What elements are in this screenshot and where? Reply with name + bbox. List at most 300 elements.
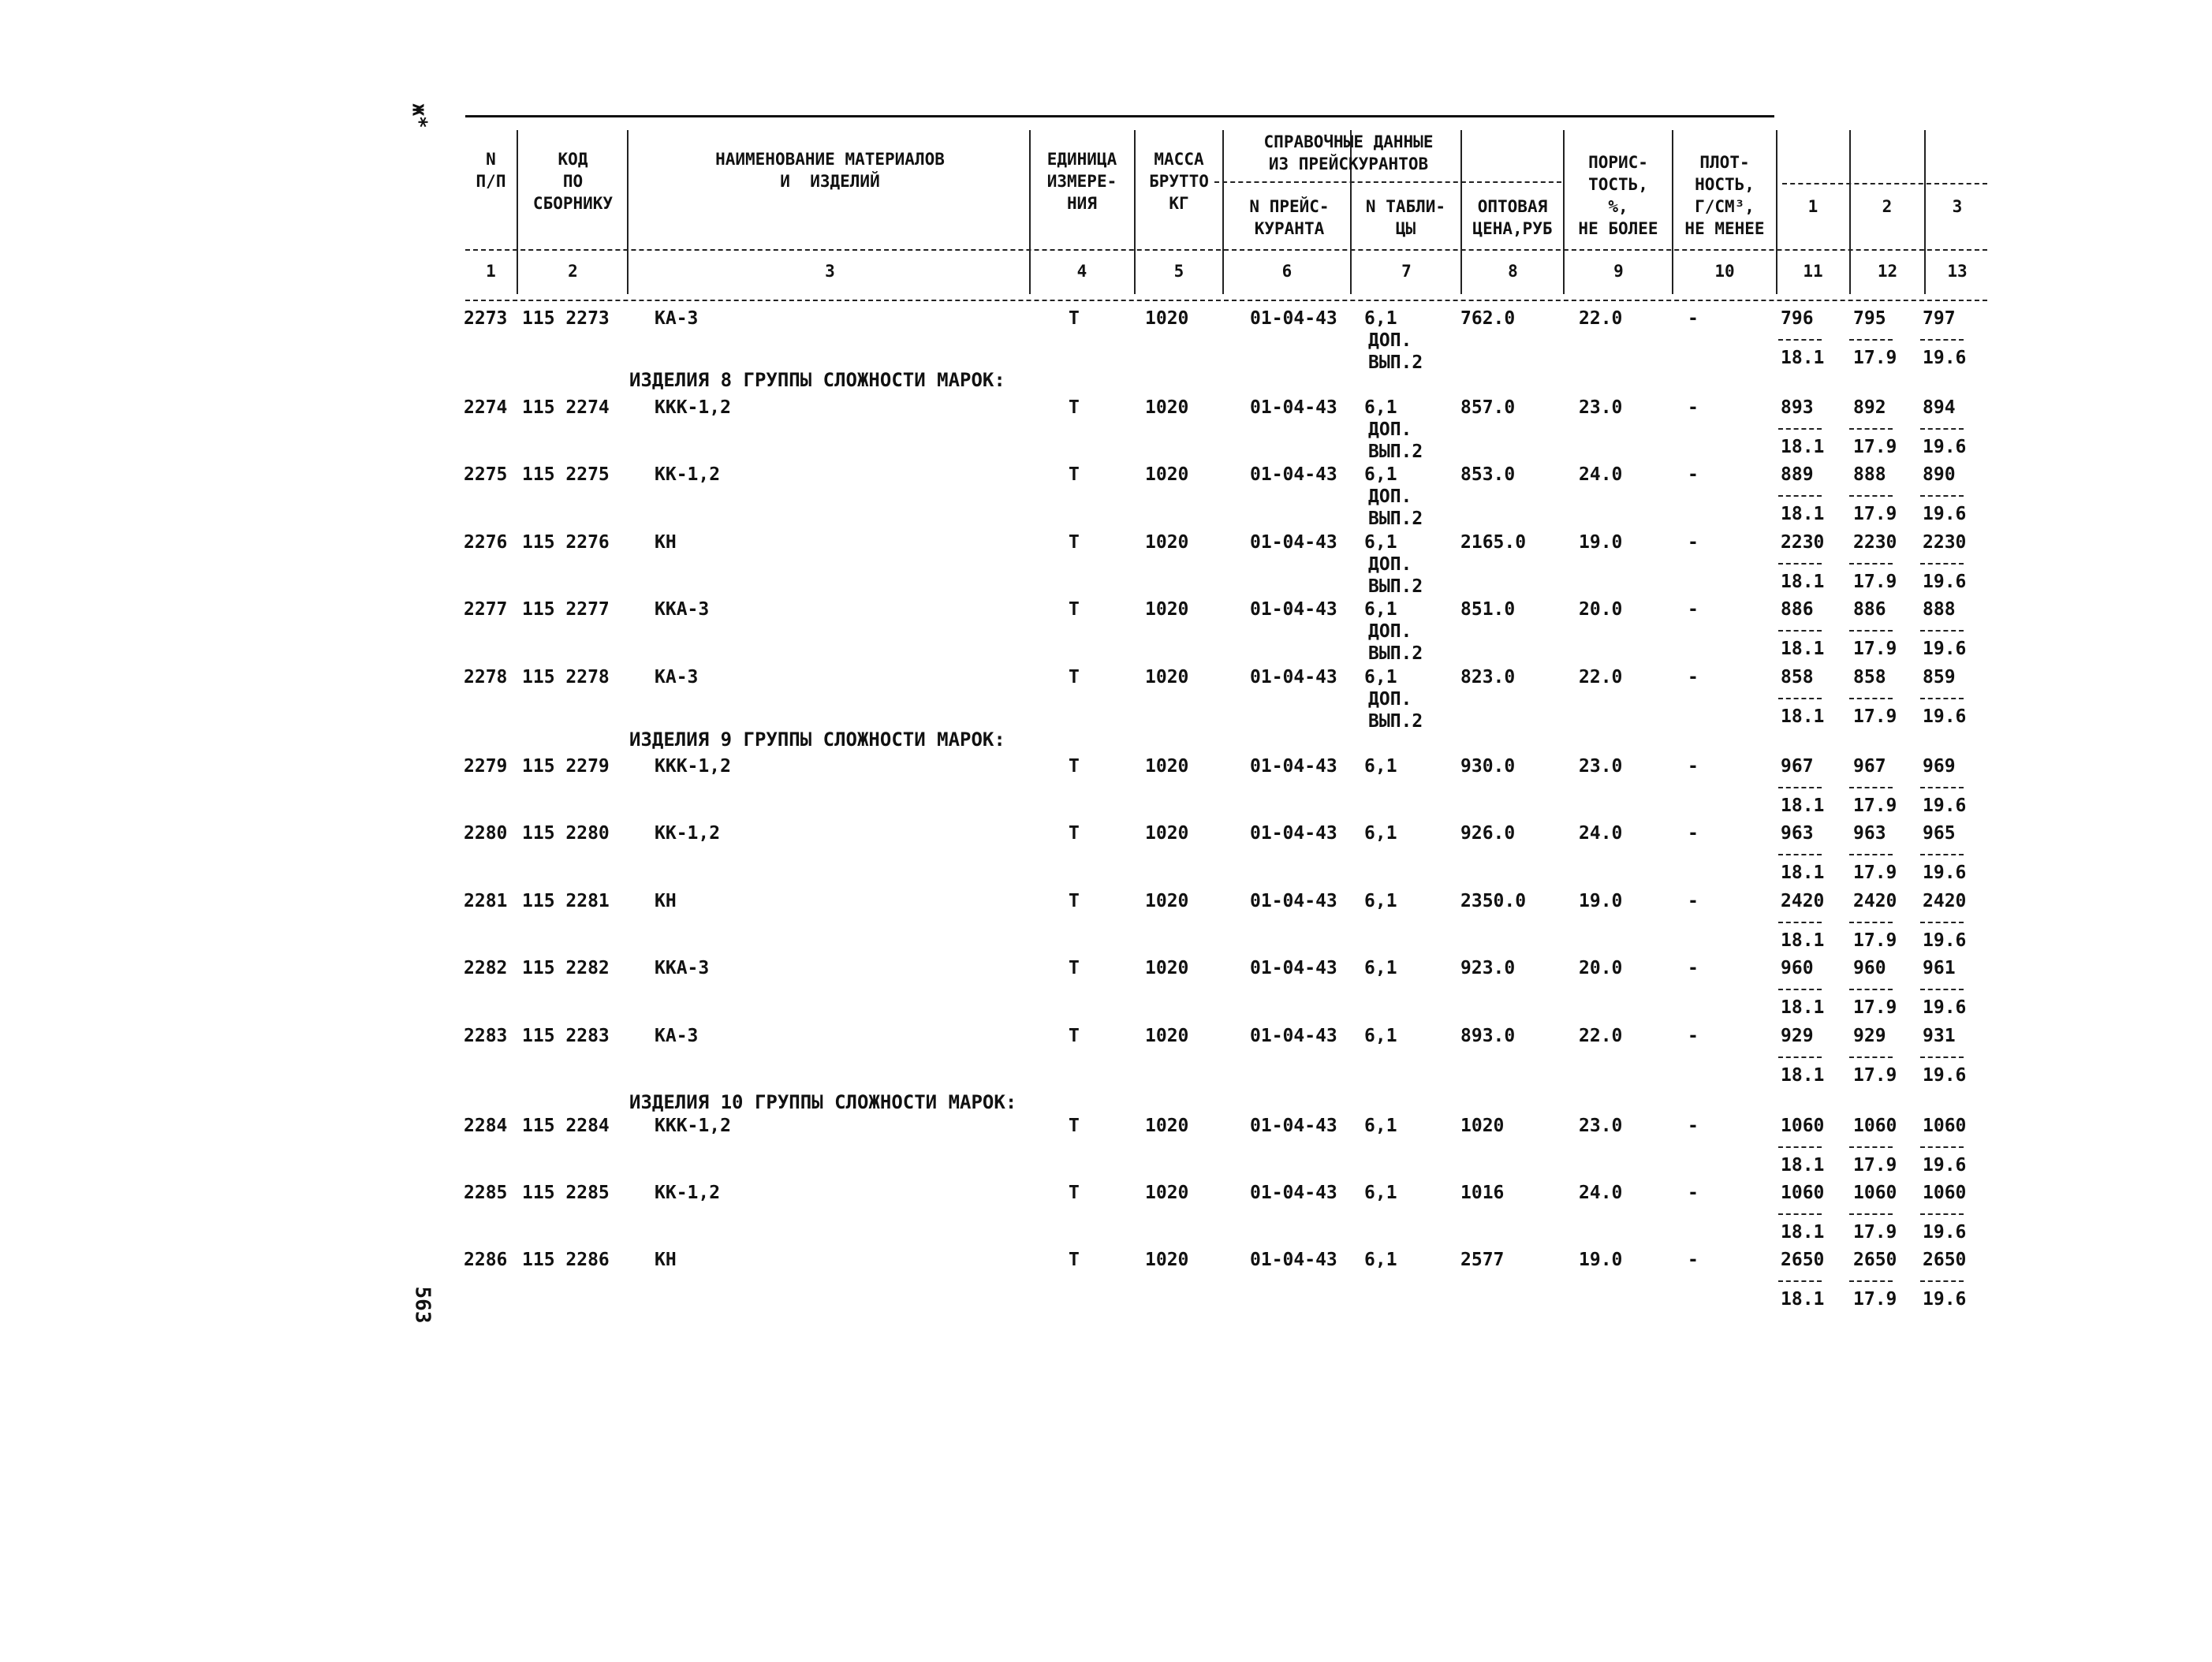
- row-class-2-value: 795: [1853, 308, 1886, 329]
- header-cols-rule: [1782, 183, 1987, 184]
- row-code: 115 2285: [522, 1183, 610, 1203]
- header-col-porosity: ТОСТЬ,: [1588, 175, 1648, 194]
- row-class-3-value: 965: [1923, 823, 1956, 844]
- row-class-3-value: 1060: [1923, 1183, 1967, 1203]
- row-mass: 1020: [1145, 1250, 1189, 1270]
- header-col-porosity: НЕ БОЛЕЕ: [1578, 219, 1658, 238]
- row-table: 6,1: [1364, 891, 1397, 911]
- row-table: 6,1: [1364, 397, 1397, 418]
- header-col-pricelist: N ПРЕЙС-: [1249, 197, 1330, 216]
- row-mass: 1020: [1145, 958, 1189, 978]
- row-class-2-coef: 17.9: [1853, 1289, 1897, 1310]
- row-name: КА-3: [655, 667, 699, 688]
- row-class-3-value: 2420: [1923, 891, 1967, 911]
- row-mass: 1020: [1145, 308, 1189, 329]
- fraction-bar: [1920, 563, 1964, 565]
- row-table-extra: ВЫП.2: [1368, 711, 1423, 732]
- row-mass: 1020: [1145, 464, 1189, 485]
- row-unit: Т: [1069, 823, 1080, 844]
- fraction-bar: [1920, 339, 1964, 341]
- row-unit: Т: [1069, 1183, 1080, 1203]
- fraction-bar: [1849, 563, 1893, 565]
- row-pricelist: 01-04-43: [1250, 308, 1337, 329]
- row-table: 6,1: [1364, 667, 1397, 688]
- row-mass: 1020: [1145, 891, 1189, 911]
- row-unit: Т: [1069, 1116, 1080, 1136]
- row-class-2-value: 1060: [1853, 1183, 1897, 1203]
- fraction-bar: [1920, 989, 1964, 990]
- row-table: 6,1: [1364, 1183, 1397, 1203]
- side-mark: ж*: [407, 103, 431, 129]
- row-class-2-value: 1060: [1853, 1116, 1897, 1136]
- row-mass: 1020: [1145, 756, 1189, 777]
- row-class-1-value: 893: [1781, 397, 1814, 418]
- header-col-code: КОД: [558, 150, 588, 169]
- row-number: 2273: [464, 308, 508, 329]
- row-class-3-coef: 19.6: [1923, 1222, 1967, 1243]
- row-code: 115 2284: [522, 1116, 610, 1136]
- row-class-1-value: 967: [1781, 756, 1814, 777]
- row-class-1-coef: 18.1: [1781, 796, 1825, 816]
- row-class-2-value: 967: [1853, 756, 1886, 777]
- row-density: -: [1688, 891, 1699, 911]
- row-name: ККА-3: [655, 599, 710, 620]
- row-class-2-coef: 17.9: [1853, 572, 1897, 592]
- row-number: 2286: [464, 1250, 508, 1270]
- row-table-extra: ДОП.: [1368, 554, 1412, 575]
- row-name: КК-1,2: [655, 823, 721, 844]
- row-price: 851.0: [1460, 599, 1516, 620]
- row-unit: Т: [1069, 891, 1080, 911]
- row-porosity: 24.0: [1579, 1183, 1623, 1203]
- row-number: 2285: [464, 1183, 508, 1203]
- row-class-1-coef: 18.1: [1781, 1155, 1825, 1176]
- row-class-1-coef: 18.1: [1781, 706, 1825, 727]
- row-class-3-coef: 19.6: [1923, 348, 1967, 368]
- row-pricelist: 01-04-43: [1250, 1183, 1337, 1203]
- fraction-bar: [1920, 787, 1964, 788]
- row-number: 2280: [464, 823, 508, 844]
- header-col-mass: БРУТТО: [1149, 172, 1209, 191]
- row-porosity: 19.0: [1579, 532, 1623, 553]
- row-code: 115 2275: [522, 464, 610, 485]
- row-class-1-value: 1060: [1781, 1116, 1825, 1136]
- header-col-table: ЦЫ: [1395, 219, 1416, 238]
- row-name: ККК-1,2: [655, 1116, 731, 1136]
- fraction-bar: [1920, 698, 1964, 699]
- row-class-3-coef: 19.6: [1923, 639, 1967, 659]
- row-price: 762.0: [1460, 308, 1516, 329]
- row-number: 2274: [464, 397, 508, 418]
- row-density: -: [1688, 756, 1699, 777]
- row-table: 6,1: [1364, 958, 1397, 978]
- header-group-reference: ИЗ ПРЕЙСКУРАНТОВ: [1268, 155, 1429, 173]
- row-pricelist: 01-04-43: [1250, 891, 1337, 911]
- row-class-2-coef: 17.9: [1853, 1222, 1897, 1243]
- row-mass: 1020: [1145, 397, 1189, 418]
- row-code: 115 2282: [522, 958, 610, 978]
- row-price: 857.0: [1460, 397, 1516, 418]
- row-table: 6,1: [1364, 823, 1397, 844]
- row-density: -: [1688, 308, 1699, 329]
- row-class-2-value: 963: [1853, 823, 1886, 844]
- row-mass: 1020: [1145, 1026, 1189, 1046]
- row-class-1-coef: 18.1: [1781, 572, 1825, 592]
- row-table: 6,1: [1364, 308, 1397, 329]
- header-bottom-rule: [465, 300, 1987, 301]
- header-group-reference: СПРАВОЧНЫЕ ДАННЫЕ: [1263, 132, 1434, 151]
- header-col-unit: ЕДИНИЦА: [1046, 150, 1117, 169]
- fraction-bar: [1778, 428, 1822, 430]
- row-unit: Т: [1069, 1250, 1080, 1270]
- header-col-code: СБОРНИКУ: [532, 194, 614, 213]
- fraction-bar: [1849, 787, 1893, 788]
- row-class-2-value: 886: [1853, 599, 1886, 620]
- row-class-3-coef: 19.6: [1923, 572, 1967, 592]
- row-number: 2283: [464, 1026, 508, 1046]
- row-number: 2281: [464, 891, 508, 911]
- header-mid-rule: [465, 249, 1987, 251]
- row-table-extra: ВЫП.2: [1368, 509, 1423, 529]
- header-col-price: ЦЕНА,РУБ: [1472, 219, 1553, 238]
- header-column-number: 3: [825, 262, 835, 281]
- row-pricelist: 01-04-43: [1250, 532, 1337, 553]
- group-title: ИЗДЕЛИЯ 9 ГРУППЫ СЛОЖНОСТИ МАРОК:: [629, 729, 1005, 751]
- row-porosity: 23.0: [1579, 1116, 1623, 1136]
- header-col-divider: [1563, 130, 1565, 294]
- row-table-extra: ВЫП.2: [1368, 442, 1423, 462]
- row-code: 115 2276: [522, 532, 610, 553]
- row-number: 2284: [464, 1116, 508, 1136]
- row-price: 823.0: [1460, 667, 1516, 688]
- row-class-3-value: 859: [1923, 667, 1956, 688]
- row-class-1-coef: 18.1: [1781, 863, 1825, 883]
- row-class-3-coef: 19.6: [1923, 706, 1967, 727]
- header-column-number: 13: [1947, 262, 1968, 281]
- header-col-number: П/П: [476, 172, 506, 191]
- row-code: 115 2280: [522, 823, 610, 844]
- header-col-divider: [1776, 130, 1777, 294]
- row-pricelist: 01-04-43: [1250, 958, 1337, 978]
- row-number: 2275: [464, 464, 508, 485]
- row-porosity: 19.0: [1579, 891, 1623, 911]
- row-class-2-value: 892: [1853, 397, 1886, 418]
- fraction-bar: [1920, 1146, 1964, 1148]
- row-name: ККК-1,2: [655, 756, 731, 777]
- fraction-bar: [1849, 854, 1893, 855]
- row-class-2-value: 2420: [1853, 891, 1897, 911]
- row-porosity: 19.0: [1579, 1250, 1623, 1270]
- row-porosity: 24.0: [1579, 464, 1623, 485]
- row-porosity: 23.0: [1579, 397, 1623, 418]
- row-name: КА-3: [655, 308, 699, 329]
- row-class-1-value: 889: [1781, 464, 1814, 485]
- row-density: -: [1688, 397, 1699, 418]
- header-column-number: 10: [1714, 262, 1735, 281]
- row-unit: Т: [1069, 308, 1080, 329]
- row-class-2-coef: 17.9: [1853, 997, 1897, 1018]
- row-class-1-value: 1060: [1781, 1183, 1825, 1203]
- row-class-1-value: 2420: [1781, 891, 1825, 911]
- row-class-1-coef: 18.1: [1781, 1222, 1825, 1243]
- row-price: 1016: [1460, 1183, 1505, 1203]
- row-code: 115 2281: [522, 891, 610, 911]
- header-col-porosity: ПОРИС-: [1588, 153, 1648, 172]
- row-price: 853.0: [1460, 464, 1516, 485]
- row-class-2-coef: 17.9: [1853, 863, 1897, 883]
- row-density: -: [1688, 532, 1699, 553]
- fraction-bar: [1920, 1280, 1964, 1282]
- header-column-number: 12: [1877, 262, 1898, 281]
- header-col-density: НОСТЬ,: [1695, 175, 1755, 194]
- row-class-3-value: 797: [1923, 308, 1956, 329]
- row-mass: 1020: [1145, 599, 1189, 620]
- fraction-bar: [1778, 922, 1822, 923]
- fraction-bar: [1778, 1280, 1822, 1282]
- header-col-pricelist: КУРАНТА: [1254, 219, 1325, 238]
- fraction-bar: [1920, 428, 1964, 430]
- fraction-bar: [1849, 922, 1893, 923]
- row-class-1-coef: 18.1: [1781, 437, 1825, 457]
- group-title: ИЗДЕЛИЯ 8 ГРУППЫ СЛОЖНОСТИ МАРОК:: [629, 369, 1005, 391]
- row-name: ККК-1,2: [655, 397, 731, 418]
- header-col-number: N: [486, 150, 496, 169]
- row-name: ККА-3: [655, 958, 710, 978]
- row-number: 2276: [464, 532, 508, 553]
- header-column-number: 4: [1076, 262, 1087, 281]
- row-name: КН: [655, 1250, 677, 1270]
- header-col-mass: МАССА: [1154, 150, 1204, 169]
- header-col-density: НЕ МЕНЕЕ: [1684, 219, 1765, 238]
- row-porosity: 20.0: [1579, 958, 1623, 978]
- fraction-bar: [1920, 1056, 1964, 1058]
- row-class-1-value: 796: [1781, 308, 1814, 329]
- row-class-2-value: 2230: [1853, 532, 1897, 553]
- row-mass: 1020: [1145, 667, 1189, 688]
- row-density: -: [1688, 667, 1699, 688]
- row-class-2-value: 929: [1853, 1026, 1886, 1046]
- header-col-class-1: 1: [1807, 197, 1818, 216]
- fraction-bar: [1920, 854, 1964, 855]
- fraction-bar: [1849, 698, 1893, 699]
- fraction-bar: [1778, 698, 1822, 699]
- row-class-2-value: 858: [1853, 667, 1886, 688]
- row-density: -: [1688, 599, 1699, 620]
- row-class-1-value: 929: [1781, 1026, 1814, 1046]
- row-class-1-coef: 18.1: [1781, 639, 1825, 659]
- fraction-bar: [1778, 339, 1822, 341]
- row-table-extra: ДОП.: [1368, 419, 1412, 440]
- fraction-bar: [1849, 428, 1893, 430]
- row-number: 2277: [464, 599, 508, 620]
- row-mass: 1020: [1145, 823, 1189, 844]
- row-name: КН: [655, 891, 677, 911]
- row-pricelist: 01-04-43: [1250, 667, 1337, 688]
- row-class-3-coef: 19.6: [1923, 930, 1967, 951]
- row-number: 2278: [464, 667, 508, 688]
- fraction-bar: [1849, 989, 1893, 990]
- row-unit: Т: [1069, 667, 1080, 688]
- header-column-number: 9: [1613, 262, 1624, 281]
- fraction-bar: [1849, 339, 1893, 341]
- row-class-3-coef: 19.6: [1923, 1065, 1967, 1086]
- fraction-bar: [1920, 630, 1964, 632]
- row-class-3-value: 888: [1923, 599, 1956, 620]
- header-col-class-2: 2: [1882, 197, 1893, 216]
- row-pricelist: 01-04-43: [1250, 1250, 1337, 1270]
- fraction-bar: [1849, 1146, 1893, 1148]
- row-pricelist: 01-04-43: [1250, 1026, 1337, 1046]
- row-pricelist: 01-04-43: [1250, 397, 1337, 418]
- row-class-2-coef: 17.9: [1853, 504, 1897, 524]
- row-mass: 1020: [1145, 532, 1189, 553]
- header-column-number: 5: [1173, 262, 1184, 281]
- row-name: КА-3: [655, 1026, 699, 1046]
- row-class-3-value: 961: [1923, 958, 1956, 978]
- row-unit: Т: [1069, 1026, 1080, 1046]
- row-price: 893.0: [1460, 1026, 1516, 1046]
- header-col-density: ПЛОТ-: [1699, 153, 1750, 172]
- row-price: 2577: [1460, 1250, 1505, 1270]
- row-price: 930.0: [1460, 756, 1516, 777]
- row-table: 6,1: [1364, 756, 1397, 777]
- row-mass: 1020: [1145, 1183, 1189, 1203]
- header-col-name: И ИЗДЕЛИЙ: [780, 172, 880, 191]
- row-mass: 1020: [1145, 1116, 1189, 1136]
- row-porosity: 22.0: [1579, 667, 1623, 688]
- row-pricelist: 01-04-43: [1250, 599, 1337, 620]
- row-class-3-coef: 19.6: [1923, 997, 1967, 1018]
- row-table-extra: ДОП.: [1368, 330, 1412, 351]
- fraction-bar: [1778, 854, 1822, 855]
- row-class-1-value: 963: [1781, 823, 1814, 844]
- fraction-bar: [1778, 495, 1822, 497]
- row-class-3-value: 2230: [1923, 532, 1967, 553]
- row-class-3-value: 969: [1923, 756, 1956, 777]
- header-col-divider: [517, 130, 518, 294]
- row-unit: Т: [1069, 397, 1080, 418]
- row-porosity: 22.0: [1579, 1026, 1623, 1046]
- row-class-3-value: 931: [1923, 1026, 1956, 1046]
- row-price: 2350.0: [1460, 891, 1527, 911]
- row-table: 6,1: [1364, 1026, 1397, 1046]
- row-price: 926.0: [1460, 823, 1516, 844]
- row-name: КК-1,2: [655, 464, 721, 485]
- fraction-bar: [1849, 630, 1893, 632]
- row-class-3-value: 2650: [1923, 1250, 1967, 1270]
- header-col-class-3: 3: [1952, 197, 1963, 216]
- row-class-2-coef: 17.9: [1853, 706, 1897, 727]
- row-class-1-value: 960: [1781, 958, 1814, 978]
- row-unit: Т: [1069, 958, 1080, 978]
- row-class-3-coef: 19.6: [1923, 504, 1967, 524]
- row-class-2-coef: 17.9: [1853, 1065, 1897, 1086]
- row-porosity: 23.0: [1579, 756, 1623, 777]
- row-class-2-value: 960: [1853, 958, 1886, 978]
- fraction-bar: [1849, 1213, 1893, 1215]
- header-col-price: ОПТОВАЯ: [1477, 197, 1548, 216]
- header-group-rule: [1214, 181, 1561, 183]
- row-class-1-value: 886: [1781, 599, 1814, 620]
- fraction-bar: [1778, 787, 1822, 788]
- row-class-3-coef: 19.6: [1923, 1289, 1967, 1310]
- row-number: 2279: [464, 756, 508, 777]
- row-table-extra: ДОП.: [1368, 689, 1412, 710]
- fraction-bar: [1778, 1146, 1822, 1148]
- fraction-bar: [1920, 1213, 1964, 1215]
- row-class-2-coef: 17.9: [1853, 639, 1897, 659]
- row-table: 6,1: [1364, 1116, 1397, 1136]
- row-name: КК-1,2: [655, 1183, 721, 1203]
- row-price: 2165.0: [1460, 532, 1527, 553]
- row-density: -: [1688, 1250, 1699, 1270]
- row-table-extra: ДОП.: [1368, 621, 1412, 642]
- row-table: 6,1: [1364, 532, 1397, 553]
- row-table-extra: ВЫП.2: [1368, 576, 1423, 597]
- row-class-1-coef: 18.1: [1781, 1289, 1825, 1310]
- row-code: 115 2274: [522, 397, 610, 418]
- fraction-bar: [1778, 989, 1822, 990]
- row-unit: Т: [1069, 756, 1080, 777]
- row-pricelist: 01-04-43: [1250, 464, 1337, 485]
- row-class-2-value: 888: [1853, 464, 1886, 485]
- row-class-1-value: 2650: [1781, 1250, 1825, 1270]
- header-col-unit: ИЗМЕРЕ-: [1046, 172, 1117, 191]
- row-price: 1020: [1460, 1116, 1505, 1136]
- group-title: ИЗДЕЛИЯ 10 ГРУППЫ СЛОЖНОСТИ МАРОК:: [629, 1091, 1017, 1113]
- fraction-bar: [1920, 495, 1964, 497]
- row-class-1-coef: 18.1: [1781, 504, 1825, 524]
- row-density: -: [1688, 1026, 1699, 1046]
- fraction-bar: [1778, 563, 1822, 565]
- fraction-bar: [1920, 922, 1964, 923]
- row-density: -: [1688, 464, 1699, 485]
- row-code: 115 2279: [522, 756, 610, 777]
- row-density: -: [1688, 958, 1699, 978]
- page-number: 563: [410, 1286, 435, 1324]
- row-table-extra: ДОП.: [1368, 486, 1412, 507]
- row-class-3-coef: 19.6: [1923, 1155, 1967, 1176]
- row-class-2-value: 2650: [1853, 1250, 1897, 1270]
- row-table: 6,1: [1364, 464, 1397, 485]
- header-column-number: 7: [1401, 262, 1412, 281]
- row-class-1-coef: 18.1: [1781, 348, 1825, 368]
- header-column-number: 1: [486, 262, 496, 281]
- row-porosity: 22.0: [1579, 308, 1623, 329]
- header-col-divider: [627, 130, 629, 294]
- row-unit: Т: [1069, 599, 1080, 620]
- row-porosity: 20.0: [1579, 599, 1623, 620]
- row-code: 115 2277: [522, 599, 610, 620]
- row-density: -: [1688, 1183, 1699, 1203]
- row-class-1-value: 2230: [1781, 532, 1825, 553]
- header-col-density: Г/СМ³,: [1695, 197, 1755, 216]
- row-code: 115 2283: [522, 1026, 610, 1046]
- fraction-bar: [1778, 1056, 1822, 1058]
- header-col-unit: НИЯ: [1067, 194, 1097, 213]
- fraction-bar: [1849, 1056, 1893, 1058]
- row-pricelist: 01-04-43: [1250, 823, 1337, 844]
- fraction-bar: [1778, 630, 1822, 632]
- row-table-extra: ВЫП.2: [1368, 643, 1423, 664]
- row-number: 2282: [464, 958, 508, 978]
- row-class-1-value: 858: [1781, 667, 1814, 688]
- row-class-3-coef: 19.6: [1923, 796, 1967, 816]
- row-table: 6,1: [1364, 599, 1397, 620]
- header-col-porosity: %,: [1608, 197, 1628, 216]
- row-class-2-coef: 17.9: [1853, 1155, 1897, 1176]
- row-class-3-coef: 19.6: [1923, 863, 1967, 883]
